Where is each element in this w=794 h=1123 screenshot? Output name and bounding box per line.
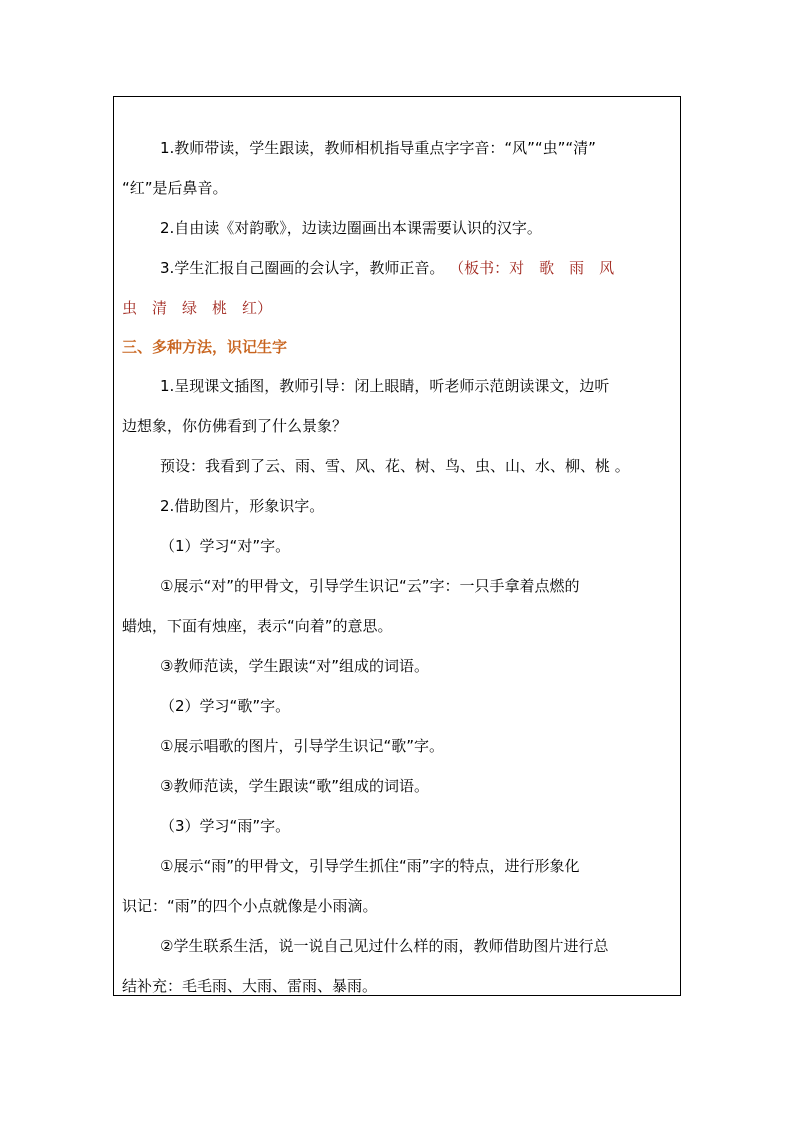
subheading-line: （1）学习“对”字。	[160, 537, 291, 555]
paragraph-line: 1.教师带读，学生跟读，教师相机指导重点字字音：“风”“虫”“清”	[160, 139, 596, 157]
paragraph-line: 边想象，你仿佛看到了什么景象？	[122, 417, 348, 435]
paragraph-line: ①展示唱歌的图片，引导学生识记“歌”字。	[160, 737, 444, 755]
paragraph-line: ③教师范读，学生跟读“歌”组成的词语。	[160, 777, 429, 795]
paragraph-line: 2.借助图片，形象识字。	[160, 497, 325, 515]
paragraph-line: 1.呈现课文插图，教师引导：闭上眼睛，听老师示范朗读课文，边听	[160, 377, 610, 395]
paragraph-line: 2.自由读《对韵歌》，边读边圈画出本课需要认识的汉字。	[160, 219, 542, 237]
paragraph-line: ①展示“对”的甲骨文，引导学生识记“云”字：一只手拿着点燃的	[160, 577, 580, 595]
board-writing-text: 虫 清 绿 桃 红）	[122, 299, 273, 317]
board-writing-text: （板书：对 歌 雨 风	[449, 259, 615, 277]
paragraph-line: “红”是后鼻音。	[122, 179, 228, 197]
paragraph-line: ②学生联系生活，说一说自己见过什么样的雨，教师借助图片进行总	[160, 937, 609, 955]
paragraph-line: ①展示“雨”的甲骨文，引导学生抓住“雨”字的特点，进行形象化	[160, 857, 580, 875]
paragraph-line: ③教师范读，学生跟读“对”组成的词语。	[160, 657, 429, 675]
subheading-line: （3）学习“雨”字。	[160, 817, 291, 835]
paragraph-line: 结补充：毛毛雨、大雨、雷雨、暴雨。	[122, 977, 378, 995]
paragraph-text: 3.学生汇报自己圈画的会认字，教师正音。	[160, 259, 445, 277]
paragraph-line: 识记：“雨”的四个小点就像是小雨滴。	[122, 897, 378, 915]
subheading-line: （2）学习“歌”字。	[160, 697, 291, 715]
paragraph-line: 预设：我看到了云、雨、雪、风、花、树、鸟、虫、山、水、柳、桃 。	[160, 457, 630, 475]
paragraph-line	[122, 258, 676, 278]
section-heading: 三、多种方法，识记生字	[122, 338, 288, 356]
paragraph-line: 蜡烛，下面有烛座，表示“向着”的意思。	[122, 617, 393, 635]
